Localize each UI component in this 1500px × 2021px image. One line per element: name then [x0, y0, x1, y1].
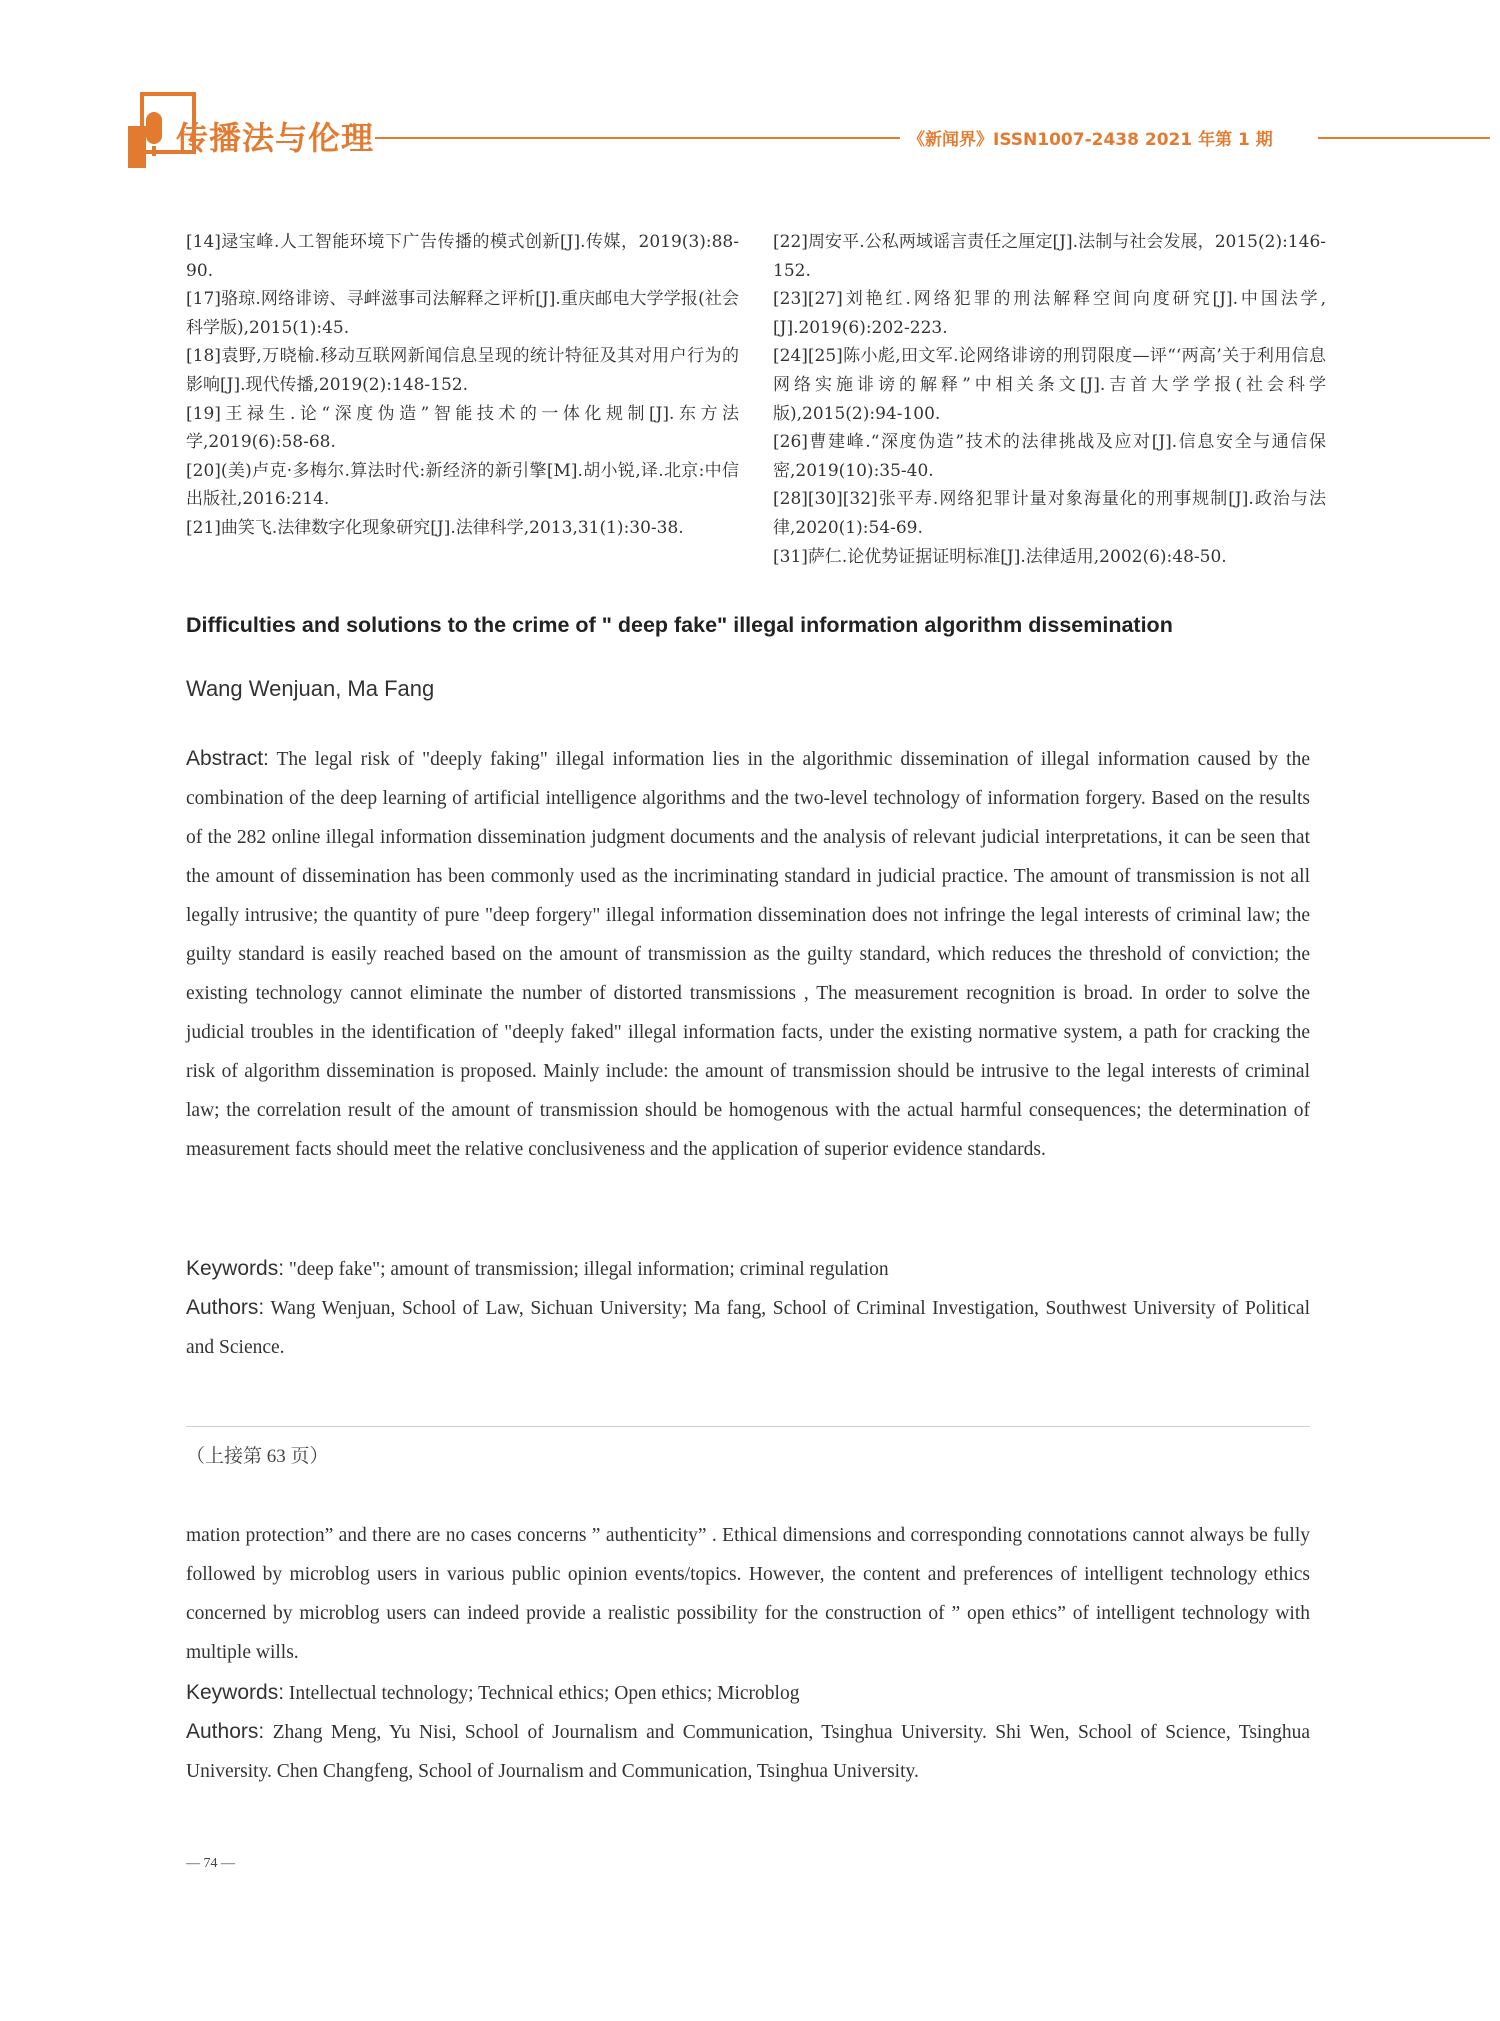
section-title: 传播法与伦理 [176, 119, 375, 157]
authors-text: Wang Wenjuan, School of Law, Sichuan University; Ma fang, School of Criminal Investigation, Southwest University of Political and Science. [186, 1298, 1310, 1358]
keywords-paragraph [186, 1249, 1310, 1289]
reference-item: [14]逯宝峰.人工智能环境下广告传播的模式创新[J].传媒，2019(3):88-90. [186, 232, 739, 281]
reference-item: [24][25]陈小彪,田文军.论网络诽谤的刑罚限度—评“‘两高’关于利用信息网络实施诽谤的解释”中相关条文[J].吉首大学学报(社会科学版),2015(2):94-100. [773, 346, 1326, 424]
reference-item: [23][27]刘艳红.网络犯罪的刑法解释空间向度研究[J].中国法学,[J].2019(6):202-223. [773, 289, 1326, 338]
abstract-paragraph [186, 739, 1310, 1169]
reference-item: [21]曲笑飞.法律数字化现象研究[J].法律科学,2013,31(1):30-38. [186, 517, 684, 538]
english-article-authors: Wang Wenjuan, Ma Fang [186, 676, 435, 701]
authors-text: Zhang Meng, Yu Nisi, School of Journalism and Communication, Tsinghua University. Shi Wen, School of Science, Tsinghua University. Chen Changfeng, School of Journalism and Communication, Tsinghua University. [186, 1722, 1310, 1782]
keywords-label: Keywords: [186, 1681, 285, 1704]
reference-item: [19]王禄生.论“深度伪造”智能技术的一体化规制[J].东方法学,2019(6):58-68. [186, 403, 739, 453]
reference-item: [17]骆琼.网络诽谤、寻衅滋事司法解释之评析[J].重庆邮电大学学报(社会科学版),2015(1):45. [186, 289, 739, 338]
page-number: — 74 — [186, 1856, 235, 1871]
abstract-label: Abstract: [186, 747, 269, 770]
authors-label: Authors: [186, 1296, 265, 1319]
reference-item: [31]萨仁.论优势证据证明标准[J].法律适用,2002(6):48-50. [773, 546, 1227, 567]
references-right-column [773, 228, 1326, 571]
keywords-label: Keywords: [186, 1257, 285, 1280]
english-article-title: Difficulties and solutions to the crime of " deep fake" illegal information algorithm dissemination [186, 613, 1173, 637]
reference-item: [28][30][32]张平寿.网络犯罪计量对象海量化的刑事规制[J].政治与法律,2020(1):54-69. [773, 489, 1326, 538]
header-divider-right [1318, 137, 1490, 139]
continued-from-note: （上接第 63 页） [186, 1446, 329, 1467]
reference-item: [20](美)卢克·多梅尔.算法时代:新经济的新引擎[M].胡小锐,译.北京:中信出版社,2016:214. [186, 460, 739, 510]
authors-label: Authors: [186, 1720, 265, 1743]
section-divider [186, 1426, 1310, 1427]
references-left-column [186, 228, 739, 543]
header-divider-left [375, 137, 900, 139]
keywords-text: Intellectual technology; Technical ethics; Open ethics; Microblog [284, 1683, 800, 1704]
continuation-authors-paragraph [186, 1712, 1310, 1791]
reference-item: [22]周安平.公私两域谣言责任之厘定[J].法制与社会发展，2015(2):146-152. [773, 232, 1326, 281]
continuation-keywords-paragraph [186, 1673, 1310, 1713]
abstract-text: The legal risk of "deeply faking" illegal information lies in the algorithmic dissemination of illegal information caused by the combination of the deep learning of artificial intelligence algorithms and the two-level technology of information forgery. Based on the results of the 282 online illegal information dissemination judgment documents and the analysis of relevant judicial interpretations, it can be seen that the amount of dissemination has been commonly used as the incriminating standard in judicial practice. The amount of transmission is not all legally intrusive; the quantity of pure "deep forgery" illegal information dissemination does not infringe the legal interests of criminal law; the guilty standard is easily reached based on the amount of transmission as the guilty standard, which reduces the threshold of conviction; the existing technology cannot eliminate the number of distorted transmissions , The measurement recognition is broad. In order to solve the judicial troubles in the identification of "deeply faked" illegal information facts, under the existing normative system, a path for cracking the risk of algorithm dissemination is proposed. Mainly include: the amount of transmission should be intrusive to the legal interests of criminal law; the correlation result of the amount of transmission should be homogenous with the actual harmful consequences; the determination of measurement facts should meet the relative conclusiveness and the application of superior evidence standards. [186, 749, 1310, 1160]
authors-paragraph [186, 1288, 1310, 1367]
reference-item: [18]袁野,万晓榆.移动互联网新闻信息呈现的统计特征及其对用户行为的影响[J].现代传播,2019(2):148-152. [186, 346, 739, 395]
reference-item: [26]曹建峰.“深度伪造”技术的法律挑战及应对[J].信息安全与通信保密,2019(10):35-40. [773, 432, 1326, 481]
keywords-text: "deep fake"; amount of transmission; illegal information; criminal regulation [284, 1259, 889, 1280]
journal-issue-info: 《新闻界》ISSN1007-2438 2021 年第 1 期 [908, 130, 1273, 150]
continuation-abstract-paragraph: mation protection” and there are no cases concerns ” authenticity” . Ethical dimensions and corresponding connotations cannot always be fully followed by microblog users in various public opinion events/topics. However, the content and preferences of intelligent technology ethics concerned by microblog users can indeed provide a realistic possibility for the construction of ” open ethics” of intelligent technology with multiple wills. [186, 1525, 1310, 1663]
